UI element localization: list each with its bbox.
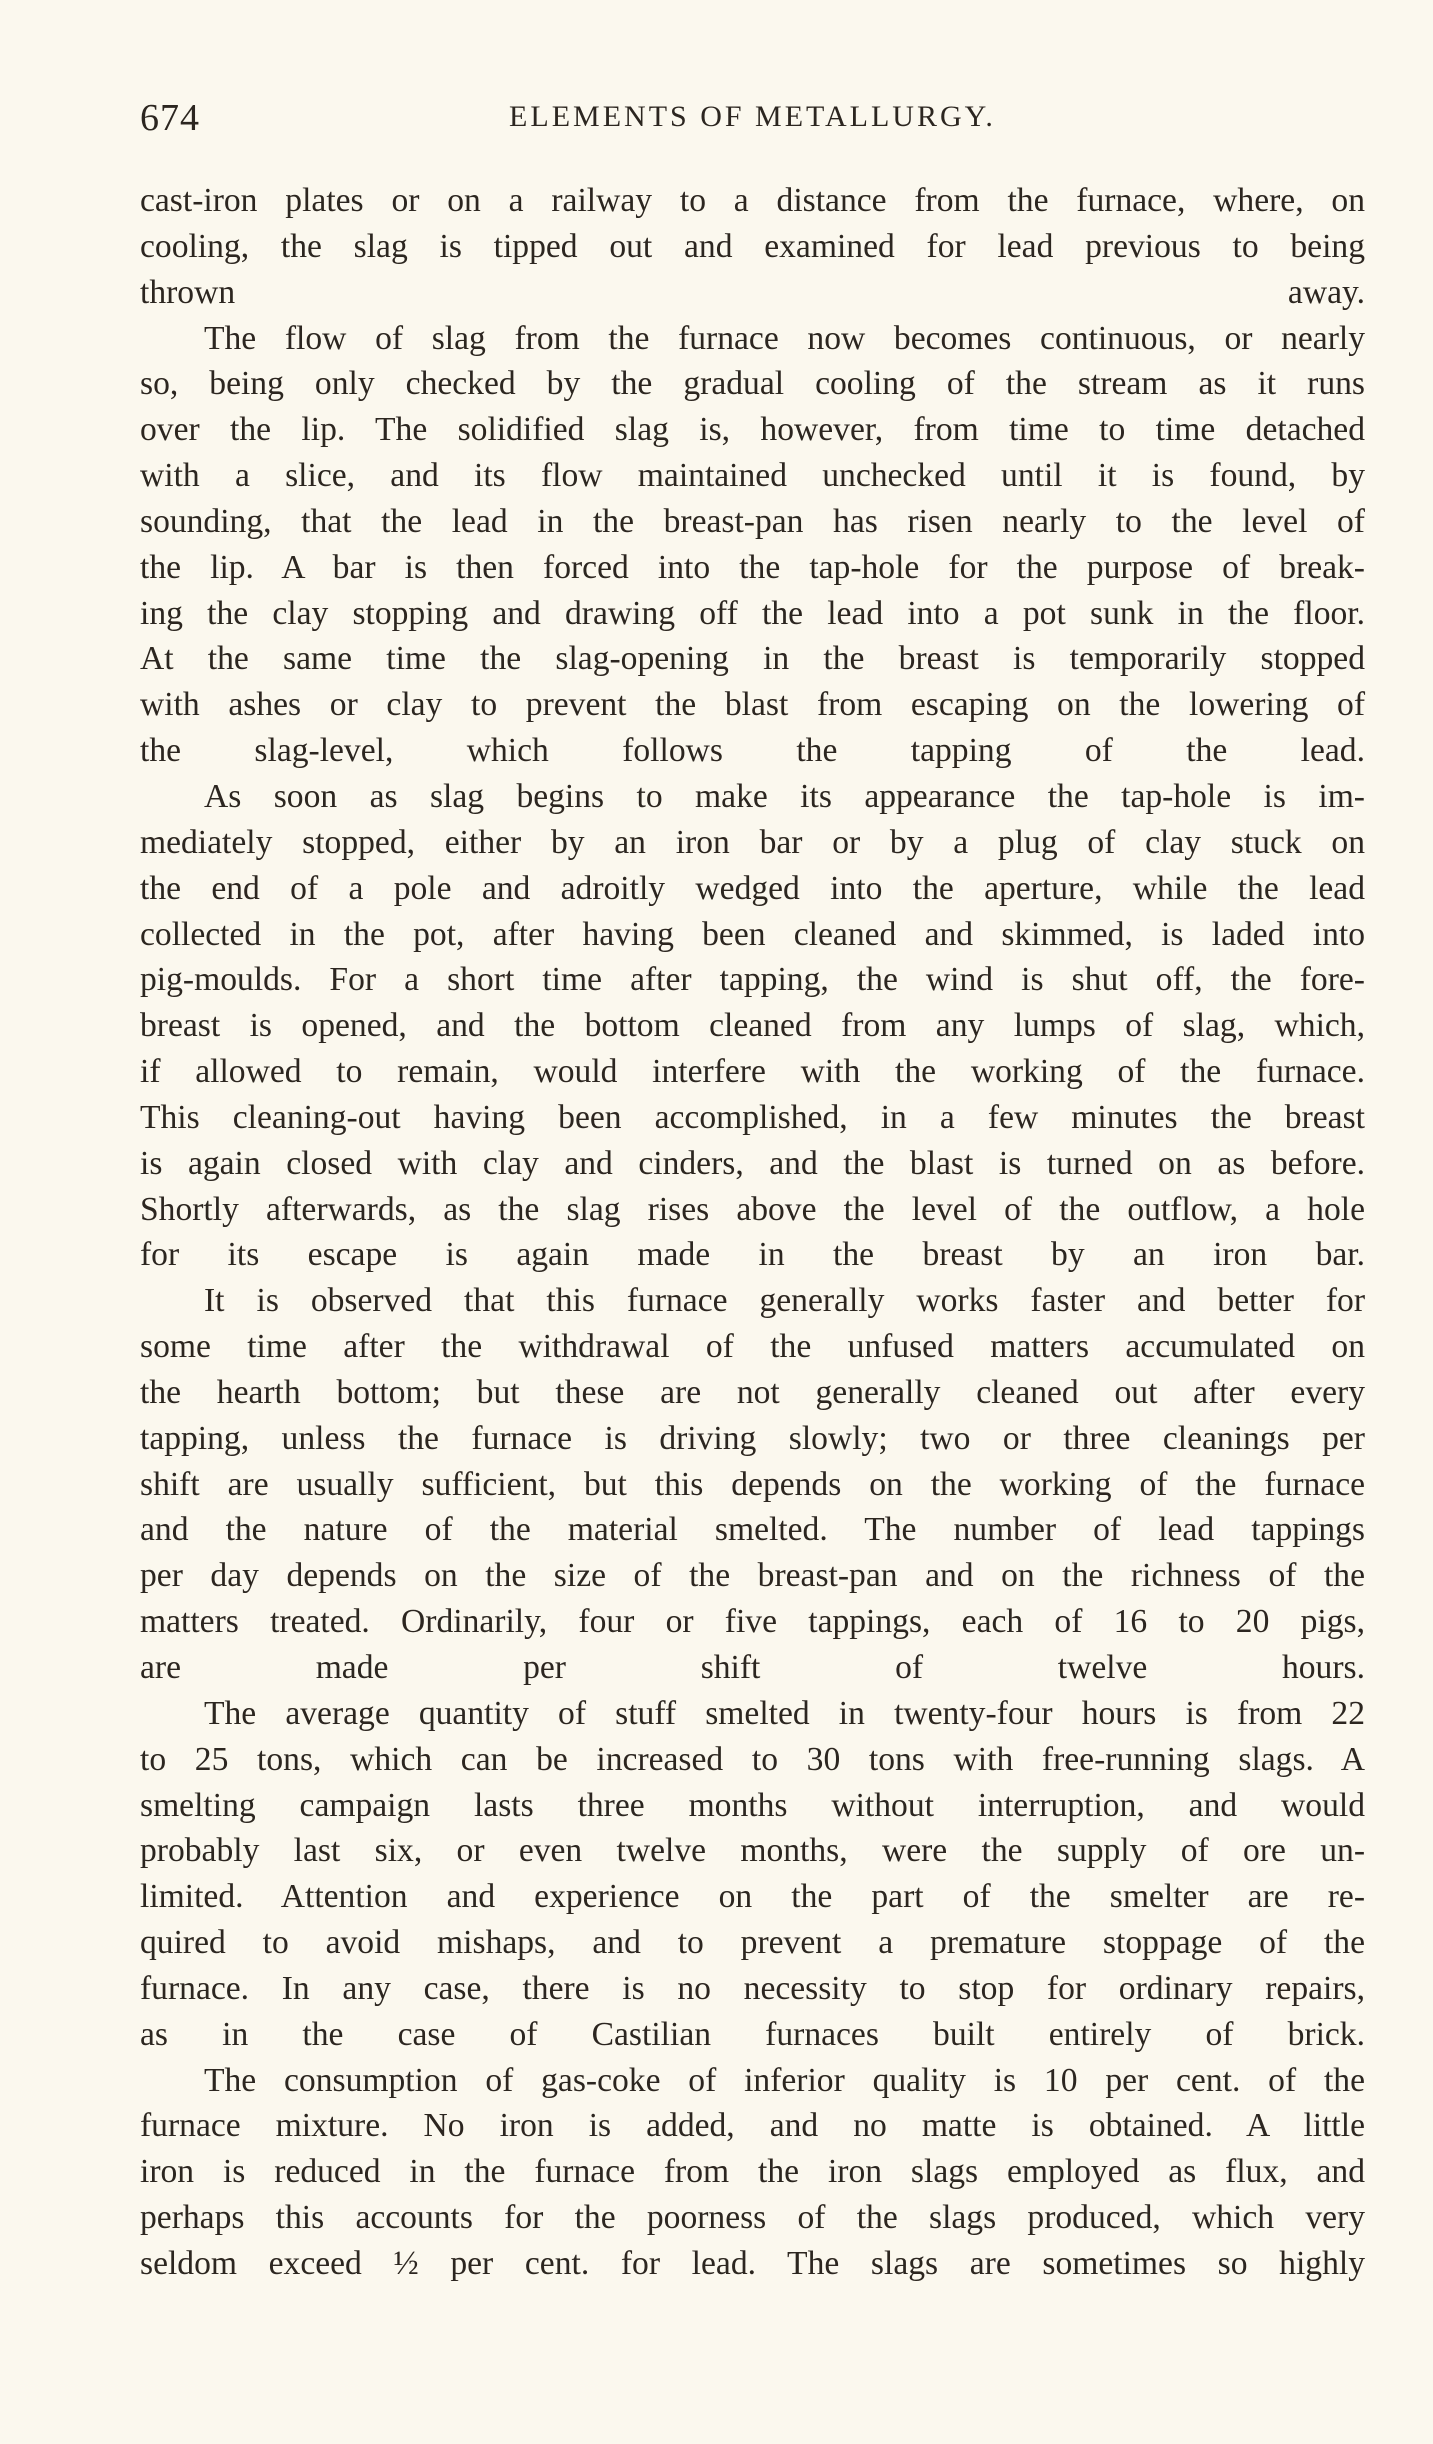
body-text xyxy=(140,178,1365,2287)
paragraph-tap-hole: As soon as slag begins to make its appearance the tap-hole is im- mediately stopped, either by an iron bar or by a plug of clay stuck on the end of a pole and adroitly wedged into the aperture, while the lead collected in the pot, after having been cleaned and skimmed, is laded into pig-moulds. For a short time after tapping, the wind is shut off, the fore- breast is opened, and the bottom cleaned from any lumps of slag, which, if allowed to remain, would interfere with the working of the furnace. This cleaning-out having been accomplished, in a few minutes the breast is again closed with clay and cinders, and the blast is turned on as before. Shortly afterwards, as the slag rises above the level of the outflow, a hole for its escape is again made in the breast by an iron bar. xyxy=(140,777,1365,1274)
paragraph-slag-flow: The flow of slag from the furnace now becomes continuous, or nearly so, being only checked by the gradual cooling of the stream as it runs over the lip. The solidified slag is, however, from time to time detached with a slice, and its flow maintained unchecked until it is found, by sounding, that the lead in the breast-pan has risen nearly to the level of the lip. A bar is then forced into the tap-hole for the purpose of break- ing the clay stopping and drawing off the lead into a pot sunk in the floor. At the same time the slag-opening in the breast is temporarily stopped with ashes or clay to prevent the blast from escaping on the lowering of the slag-level, which follows the tapping of the lead. xyxy=(140,319,1365,770)
paragraph-gas-coke: The consumption of gas-coke of inferior quality is 10 per cent. of the furnace mixture. No iron is added, and no matte is obtained. A little iron is reduced in the furnace from the iron slags employed as flux, and perhaps this accounts for the poorness of the slags produced, which very seldom exceed ½ per cent. for lead. The slags are sometimes so highly xyxy=(140,2061,1365,2282)
page-number: 674 xyxy=(140,97,200,139)
paragraph-furnace-working: It is observed that this furnace generally works faster and better for some time after the withdrawal of the unfused matters accumulated on the hearth bottom; but these are not generally cleaned out after every tapping, unless the furnace is driving slowly; two or three cleanings per shift are usually sufficient, but this depends on the working of the furnace and the nature of the material smelted. The number of lead tappings per day depends on the size of the breast-pan and on the richness of the matters treated. Ordinarily, four or five tappings, each of 16 to 20 pigs, are made per shift of twelve hours. xyxy=(140,1282,1365,1686)
paragraph-continued: cast-iron plates or on a railway to a distance from the furnace, where, on cooling, the slag is tipped out and examined for lead previous to being thrown away. xyxy=(140,182,1365,311)
paragraph-average-quantity: The average quantity of stuff smelted in twenty-four hours is from 22 to 25 tons, which can be increased to 30 tons with free-running slags. A smelting campaign lasts three months without interruption, and would probably last six, or even twelve months, were the supply of ore un- limited. Attention and experience on the part of the smelter are re- quired to avoid mishaps, and to prevent a premature stoppage of the furnace. In any case, there is no necessity to stop for ordinary repairs, as in the case of Castilian furnaces built entirely of brick. xyxy=(140,1694,1365,2053)
running-head xyxy=(140,96,1365,146)
running-title: ELEMENTS OF METALLURGY. xyxy=(509,100,996,133)
